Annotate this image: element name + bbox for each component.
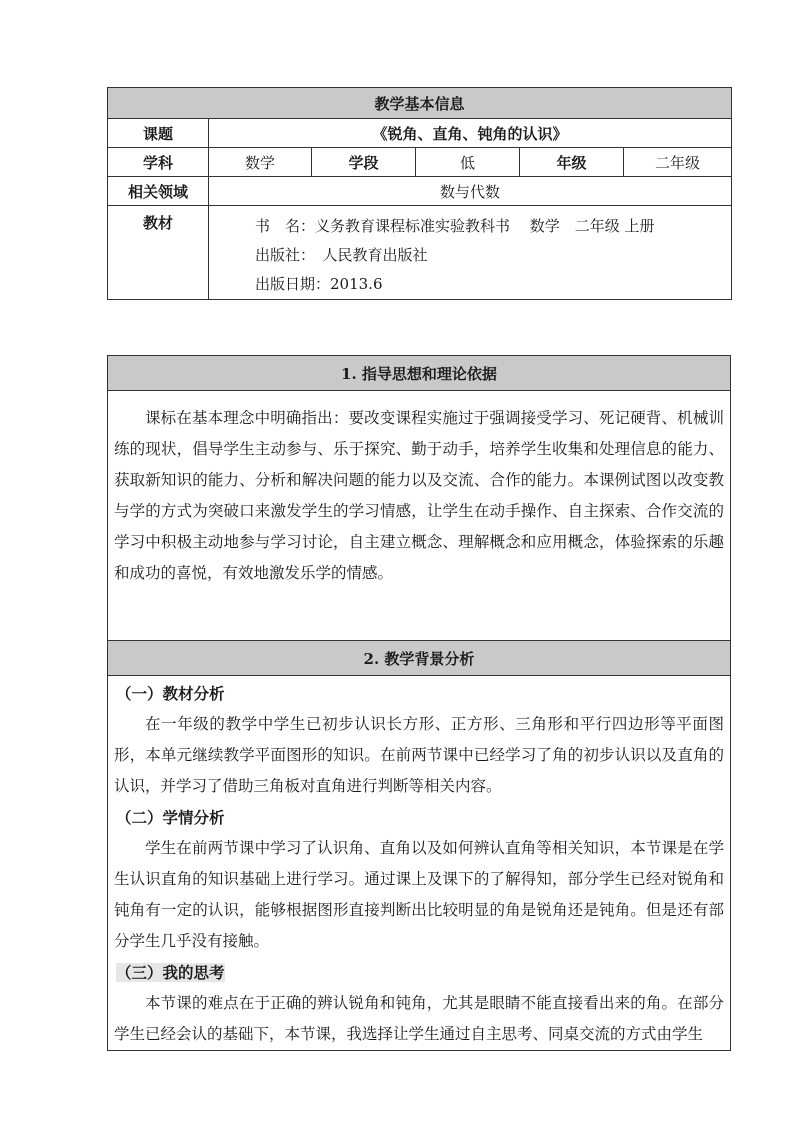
section2-cell bbox=[108, 676, 731, 1051]
sub3-body: 本节课的难点在于正确的辨认锐角和钝角，尤其是眼睛不能直接看出来的角。在部分学生已经会认的基础下，本节课，我选择让学生通过自主思考、同桌交流的方式由学生 bbox=[114, 994, 724, 1043]
topic-label: 课题 bbox=[108, 119, 209, 148]
topic-value: 《锐角、直角、钝角的认识》 bbox=[209, 119, 732, 148]
sub2-body: 学生在前两节课中学习了认识角、直角以及如何辨认直角等相关知识，本节课是在学生认识直角的知识基础上进行学习。通过课上及课下的了解得知，部分学生已经对锐角和钝角有一定的认识，能够根据图形直接判断出比较明显的角是锐角还是钝角。但是还有部分学生几乎没有接触。 bbox=[114, 839, 724, 950]
section2-title: 2. 教学背景分析 bbox=[108, 641, 731, 676]
domain-value: 数与代数 bbox=[209, 177, 732, 206]
textbook-label: 教材 bbox=[108, 206, 209, 300]
textbook-info bbox=[209, 206, 732, 300]
textbook-name-line: 书 名：义务教育课程标准实验教科书 数学 二年级 上册 bbox=[255, 217, 655, 235]
sub1-body: 在一年级的教学中学生已初步认识长方形、正方形、三角形和平行四边形等平面图形，本单元继续教学平面图形的知识。在前两节课中已经学习了角的初步认识以及直角的认识，并学习了借助三角板对直角进行判断等相关内容。 bbox=[114, 715, 724, 795]
grade-value: 二年级 bbox=[624, 148, 732, 177]
textbook-publisher-line: 出版社： 人民教育出版社 bbox=[255, 246, 428, 264]
basic-info-table bbox=[107, 87, 732, 300]
textbook-date-line: 出版日期：2013.6 bbox=[255, 275, 383, 293]
sub2-title: （二）学情分析 bbox=[116, 808, 225, 827]
subject-value: 数学 bbox=[209, 148, 312, 177]
section1-cell bbox=[108, 391, 731, 641]
sub3-title: （三）我的思考 bbox=[116, 963, 225, 982]
sub3-heading bbox=[108, 957, 730, 988]
section1-title: 1. 指导思想和理论依据 bbox=[108, 356, 731, 391]
domain-label: 相关领域 bbox=[108, 177, 209, 206]
stage-value: 低 bbox=[416, 148, 520, 177]
subject-label: 学科 bbox=[108, 148, 209, 177]
analysis-table bbox=[107, 355, 731, 1051]
basic-info-title: 教学基本信息 bbox=[108, 88, 732, 119]
stage-label: 学段 bbox=[312, 148, 416, 177]
sub1-title: （一）教材分析 bbox=[116, 684, 225, 703]
section1-body: 课标在基本理念中明确指出：要改变课程实施过于强调接受学习、死记硬背、机械训练的现状，倡导学生主动参与、乐于探究、勤于动手，培养学生收集和处理信息的能力、获取新知识的能力、分析和解决问题的能力以及交流、合作的能力。本课例试图以改变教与学的方式为突破口来激发学生的学习情感，让学生在动手操作、自主探索、合作交流的学习中积极主动地参与学习讨论，自主建立概念、理解概念和应用概念，体验探索的乐趣和成功的喜悦，有效地激发乐学的情感。 bbox=[114, 409, 724, 582]
grade-label: 年级 bbox=[520, 148, 624, 177]
